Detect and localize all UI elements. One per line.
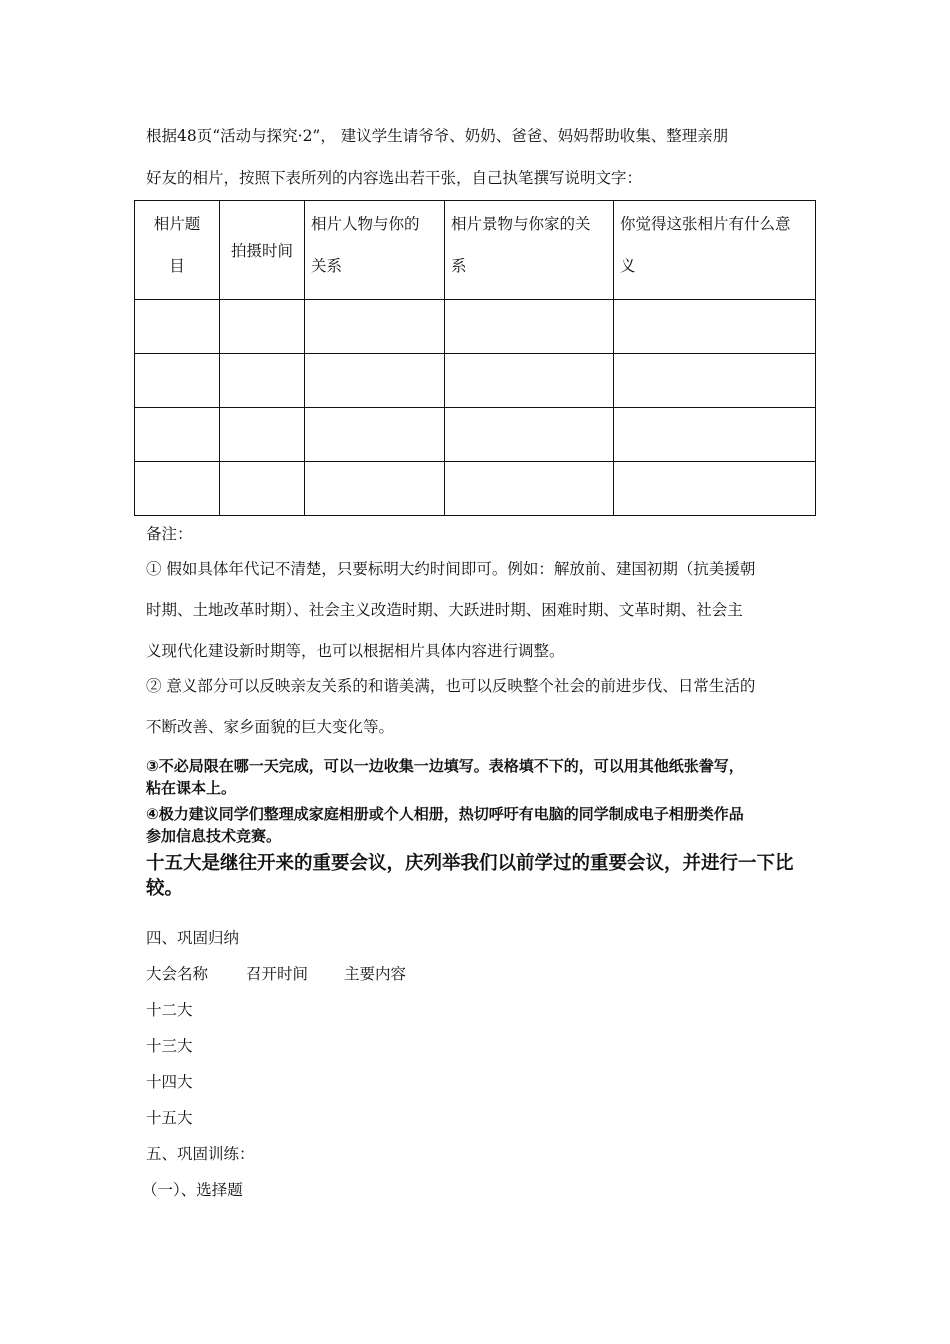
note-2-line-2: 不断改善、家乡面貌的巨大变化等。 bbox=[146, 718, 395, 736]
header-meaning: 你觉得这张相片有什么意 义 bbox=[614, 201, 816, 300]
table-cell[interactable] bbox=[135, 462, 220, 516]
note-4-line-1: ④极力建议同学们整理成家庭相册或个人相册，热切呼吁有电脑的同学制成电子相册类作品 bbox=[146, 805, 744, 823]
section-4-title: 四、巩固归纳 bbox=[146, 929, 240, 947]
intro-line-1: 根据48页“活动与探究·2”， 建议学生请爷爷、奶奶、爸爸、妈妈帮助收集、整理亲朋 bbox=[146, 127, 729, 145]
table-row bbox=[135, 408, 816, 462]
list-item: 十五大 bbox=[146, 1109, 193, 1127]
note-1-line-1: ① 假如具体年代记不清楚，只要标明大约时间即可。例如：解放前、建国初期（抗美援朝 bbox=[146, 560, 756, 578]
note-3-line-1: ③不必局限在哪一天完成，可以一边收集一边填写。表格填不下的，可以用其他纸张誊写， bbox=[146, 757, 744, 775]
list-item: 十二大 bbox=[146, 1001, 193, 1019]
header-person-relation: 相片人物与你的 关系 bbox=[305, 201, 445, 300]
note-3-line-2: 粘在课本上。 bbox=[146, 779, 237, 797]
note-4-line-2: 参加信息技术竞赛。 bbox=[146, 827, 282, 845]
table-cell[interactable] bbox=[614, 354, 816, 408]
table-cell[interactable] bbox=[445, 408, 614, 462]
notes-title: 备注： bbox=[146, 525, 193, 543]
header-photo-title: 相片题 目 bbox=[135, 201, 220, 300]
table-cell[interactable] bbox=[305, 462, 445, 516]
col-held-time: 召开时间 bbox=[246, 965, 309, 983]
note-1-line-3: 义现代化建设新时期等，也可以根据相片具体内容进行调整。 bbox=[146, 642, 565, 660]
table-cell[interactable] bbox=[305, 354, 445, 408]
table-cell[interactable] bbox=[135, 408, 220, 462]
table-cell[interactable] bbox=[614, 408, 816, 462]
table-cell[interactable] bbox=[220, 462, 305, 516]
table-cell[interactable] bbox=[445, 354, 614, 408]
table-cell[interactable] bbox=[135, 300, 220, 354]
summary-header bbox=[146, 964, 406, 984]
note-1-line-2: 时期、土地改革时期）、社会主义改造时期、大跃进时期、困难时期、文革时期、社会主 bbox=[146, 601, 743, 619]
table-row bbox=[135, 462, 816, 516]
list-item: 十四大 bbox=[146, 1073, 193, 1091]
section-5-title: 五、巩固训练： bbox=[146, 1145, 255, 1163]
list-item: 十三大 bbox=[146, 1037, 193, 1055]
table-cell[interactable] bbox=[614, 462, 816, 516]
question-line-2: 较。 bbox=[146, 878, 184, 899]
table-cell[interactable] bbox=[614, 300, 816, 354]
table-cell[interactable] bbox=[220, 300, 305, 354]
table-cell[interactable] bbox=[220, 408, 305, 462]
table-cell[interactable] bbox=[135, 354, 220, 408]
header-shoot-time: 拍摄时间 bbox=[220, 201, 305, 300]
table-row bbox=[135, 354, 816, 408]
table-cell[interactable] bbox=[220, 354, 305, 408]
section-5-subtitle: （一）、选择题 bbox=[142, 1181, 243, 1199]
note-2-line-1: ② 意义部分可以反映亲友关系的和谐美满，也可以反映整个社会的前进步伐、日常生活的 bbox=[146, 677, 756, 695]
col-main-content: 主要内容 bbox=[344, 965, 407, 983]
col-meeting-name: 大会名称 bbox=[146, 965, 209, 983]
table-header-row bbox=[135, 201, 816, 300]
table-row bbox=[135, 300, 816, 354]
table-cell[interactable] bbox=[305, 408, 445, 462]
table-cell[interactable] bbox=[445, 300, 614, 354]
header-scene-relation: 相片景物与你家的关 系 bbox=[445, 201, 614, 300]
question-line-1: 十五大是继往开来的重要会议，庆列举我们以前学过的重要会议，并进行一下比 bbox=[146, 853, 794, 874]
table-cell[interactable] bbox=[445, 462, 614, 516]
intro-line-2: 好友的相片，按照下表所列的内容选出若干张，自己执笔撰写说明文字： bbox=[146, 169, 643, 187]
table-cell[interactable] bbox=[305, 300, 445, 354]
photo-table bbox=[134, 200, 816, 516]
